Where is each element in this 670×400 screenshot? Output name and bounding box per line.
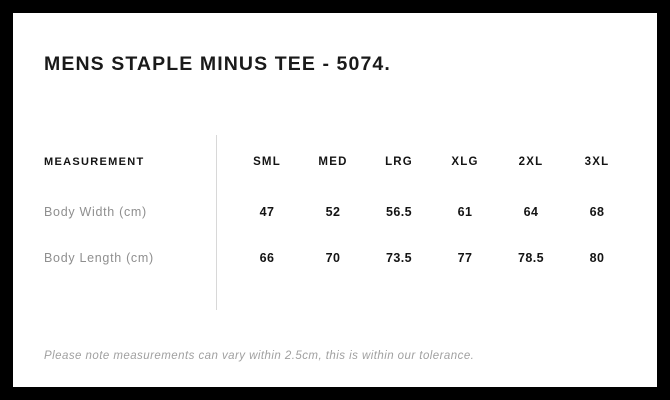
column-header-lrg: LRG bbox=[385, 156, 413, 168]
size-chart-card bbox=[13, 13, 657, 387]
column-header-sml: SML bbox=[253, 156, 281, 168]
table-header-row bbox=[44, 135, 630, 189]
column-header-measurement: MEASUREMENT bbox=[44, 156, 145, 168]
cell-body-length-2xl: 78.5 bbox=[518, 251, 544, 265]
cell-body-width-2xl: 64 bbox=[523, 205, 539, 219]
cell-body-width-3xl: 68 bbox=[589, 205, 605, 219]
cell-body-length-xlg: 77 bbox=[457, 251, 473, 265]
column-header-3xl: 3XL bbox=[584, 156, 610, 168]
column-header-2xl: 2XL bbox=[518, 156, 544, 168]
column-header-xlg: XLG bbox=[451, 156, 479, 168]
size-chart-table-wrapper bbox=[44, 135, 630, 281]
cell-body-length-3xl: 80 bbox=[589, 251, 605, 265]
cell-body-width-lrg: 56.5 bbox=[386, 205, 412, 219]
table-row bbox=[44, 235, 630, 281]
page-title: MENS STAPLE MINUS TEE - 5074. bbox=[44, 53, 391, 75]
row-label-body-length: Body Length (cm) bbox=[44, 251, 154, 265]
cell-body-width-sml: 47 bbox=[259, 205, 275, 219]
size-chart-table bbox=[44, 135, 630, 281]
cell-body-width-med: 52 bbox=[325, 205, 341, 219]
cell-body-length-sml: 66 bbox=[259, 251, 275, 265]
cell-body-width-xlg: 61 bbox=[457, 205, 473, 219]
tolerance-note: Please note measurements can vary within 2.5cm, this is within our tolerance. bbox=[44, 350, 475, 362]
cell-body-length-lrg: 73.5 bbox=[386, 251, 412, 265]
row-label-body-width: Body Width (cm) bbox=[44, 205, 147, 219]
table-row bbox=[44, 189, 630, 235]
cell-body-length-med: 70 bbox=[325, 251, 341, 265]
column-header-med: MED bbox=[318, 156, 348, 168]
